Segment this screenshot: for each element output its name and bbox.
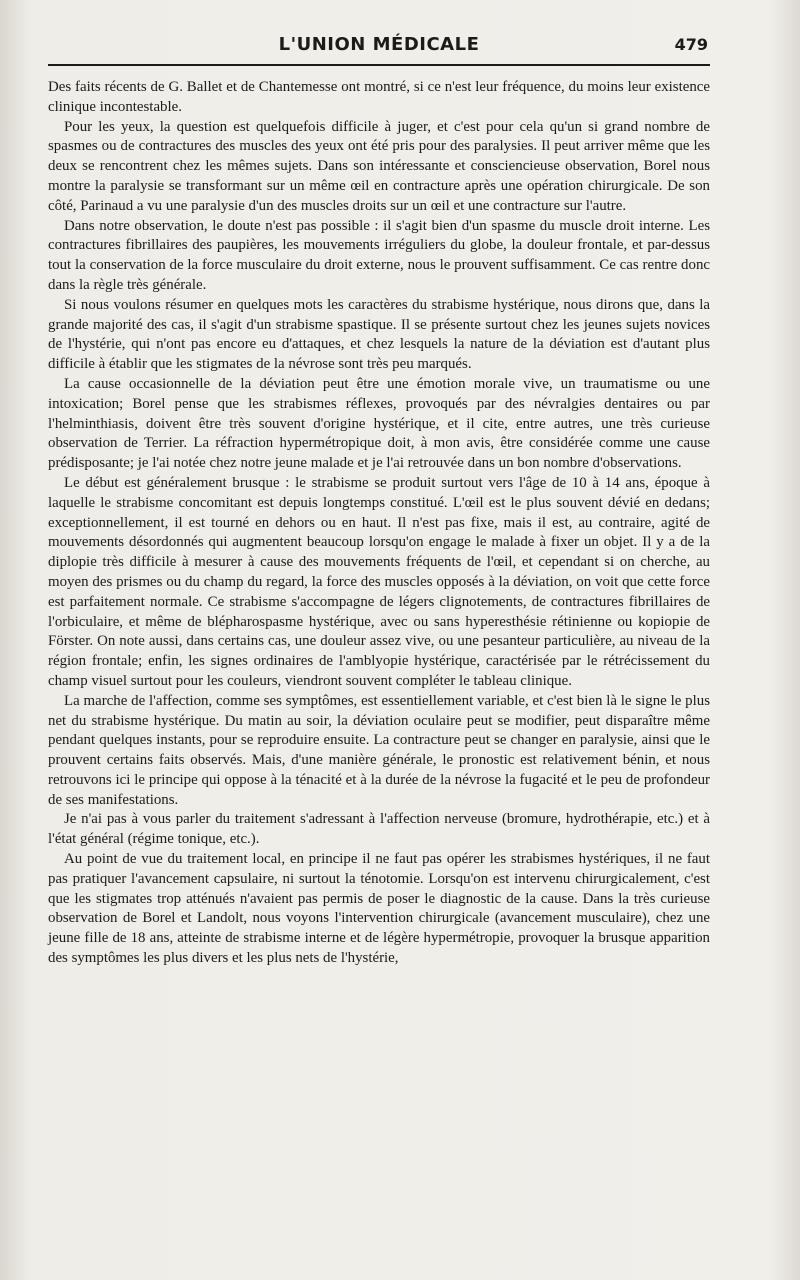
paragraph: La marche de l'affection, comme ses symptômes, est essentiellement variable, et c'est bien là le signe le plus net du strabisme hystérique. Du matin au soir, la déviation oculaire peut se modifier, peut disparaître même pendant quelques instants, pour se reproduire ensuite. La contracture peut se changer en paralysie, ainsi que le prouvent certains faits observés. Mais, d'une manière générale, le pronostic est relativement bénin, et nous retrouvons ici le principe qui oppose à la ténacité et à la durée de la névrose la fugacité et le peu de profondeur de ses manifestations.: [48, 692, 710, 808]
paragraph: Le début est généralement brusque : le strabisme se produit surtout vers l'âge de 10 à 14 ans, époque à laquelle le strabisme concomitant est depuis longtemps constitué. L'œil est le plus souvent dévié en dedans; exceptionnellement, il est tourné en dehors ou en haut. Il n'est pas fixe, mais il est, au contraire, agité de mouvements désordonnés qui augmentent beaucoup lorsqu'on engage le malade à fixer un objet. Il y a de la diplopie très difficile à mesurer à cause des mouvements fréquents de l'œil, et cependant si on cherche, au moyen des prismes ou du champ du regard, la force des muscles opposés à la déviation, on voit que cette force est parfaitement normale. Ce strabisme s'accompagne de légers clignotements, de contractures fibrillaires de l'orbiculaire, et même de blépharospasme hystérique, avec ou sans hyperesthésie rétinienne ou kopiopie de Förster. On note aussi, dans certains cas, une douleur assez vive, ou une pesanteur particulière, au niveau de la région frontale; enfin, les signes ordinaires de l'amblyopie hystérique, caractérisée par le rétrécissement du champ visuel surtout pour les couleurs, viendront souvent compléter le tableau clinique.: [48, 474, 710, 689]
page-number: 479: [674, 35, 708, 54]
running-title: L'UNION MÉDICALE: [278, 34, 480, 55]
paragraph: Dans notre observation, le doute n'est pas possible : il s'agit bien d'un spasme du muscle droit interne. Les contractures fibrillaires des paupières, les mouvements irréguliers du globe, la douleur frontale, et par-dessus tout la conservation de la force musculaire du droit externe, nous le prouvent suffisamment. Ce cas rentre donc dans la règle très générale.: [48, 217, 710, 293]
article-body: [48, 78, 710, 969]
paragraph: Si nous voulons résumer en quelques mots les caractères du strabisme hystérique, nous dirons que, dans la grande majorité des cas, il s'agit d'un strabisme spastique. Il se présente surtout chez les jeunes sujets novices de l'hystérie, qui n'ont pas encore eu d'attaques, et chez lesquels la nature de la déviation est d'autant plus difficile à établir que les stigmates de la névrose sont très peu marqués.: [48, 296, 710, 373]
paragraph: Au point de vue du traitement local, en principe il ne faut pas opérer les strabismes hystériques, il ne faut pas pratiquer l'avancement capsulaire, ni surtout la ténotomie. Lorsqu'on est intervenu chirurgicalement, c'est que les stigmates trop atténués n'avaient pas permis de poser le diagnostic de la cause. Dans la très curieuse observation de Borel et Landolt, nous voyons l'intervention chirurgicale (avancement musculaire), chez une jeune fille de 18 ans, atteinte de strabisme interne et de légère hypermétropie, provoquer la brusque apparition des symptômes les plus divers et les plus nets de l'hystérie,: [48, 851, 710, 967]
paragraph: Je n'ai pas à vous parler du traitement s'adressant à l'affection nerveuse (bromure, hydrothérapie, etc.) et à l'état général (régime tonique, etc.).: [48, 811, 710, 848]
paragraph: La cause occasionnelle de la déviation peut être une émotion morale vive, un traumatisme ou une intoxication; Borel pense que les strabismes réflexes, provoqués par des névralgies dentaires ou par l'helminthiasis, doivent être très souvent d'origine hystérique, et il cite, entre autres, une très curieuse observation de Terrier. La réfraction hypermétropique doit, à mon avis, être considérée comme une cause prédisposante; je l'ai notée chez notre jeune malade et je l'ai retrouvée dans un bon nombre d'observations.: [48, 375, 710, 472]
paragraph: Pour les yeux, la question est quelquefois difficile à juger, et c'est pour cela qu'un si grand nombre de spasmes ou de contractures des muscles des yeux ont été pris pour des paralysies. Il peut arriver même que les deux se rencontrent chez les mêmes sujets. Dans son intéressante et consciencieuse observation, Borel nous montre la paralysie se transformant sur un même œil en contracture après une opération chirurgicale. De son côté, Parinaud a vu une paralysie d'un des muscles droits sur un œil et une contracture sur l'autre.: [48, 118, 710, 214]
paragraph: Des faits récents de G. Ballet et de Chantemesse ont montré, si ce n'est leur fréquence, du moins leur existence clinique incontestable.: [48, 79, 710, 115]
page-header: [48, 30, 710, 66]
